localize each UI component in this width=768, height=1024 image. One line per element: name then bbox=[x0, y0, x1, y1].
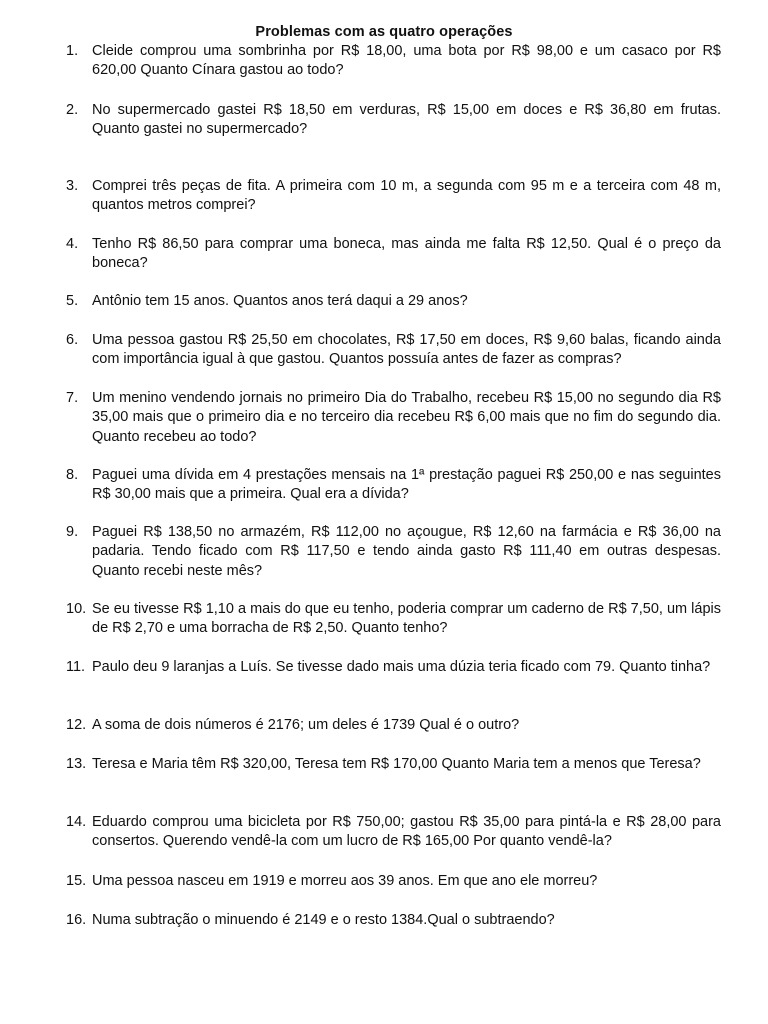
problem-number: 13. bbox=[66, 756, 87, 772]
problem-number: 9. bbox=[66, 524, 79, 540]
problem-text: No supermercado gastei R$ 18,50 em verduras, R$ 15,00 em doces e R$ 36,80 em frutas. Quanto gastei no supermercado? bbox=[92, 102, 721, 138]
problem-item bbox=[66, 755, 721, 774]
problem-item bbox=[66, 292, 721, 311]
problem-item bbox=[66, 911, 721, 930]
problem-text: Comprei três peças de fita. A primeira com 10 m, a segunda com 95 m e a terceira com 48 m, quantos metros comprei? bbox=[92, 178, 721, 214]
problem-text: Uma pessoa gastou R$ 25,50 em chocolates, R$ 17,50 em doces, R$ 9,60 balas, ficando ainda com importância igual à que gastou. Quantos possuía antes de fazer as compras? bbox=[92, 332, 721, 368]
problem-text: Um menino vendendo jornais no primeiro Dia do Trabalho, recebeu R$ 15,00 no segundo dia R$ 35,00 mais que o primeiro dia e no terceiro dia recebeu R$ 6,00 mais que no fim do segundo dia. Quanto recebeu ao todo? bbox=[92, 390, 721, 445]
problem-item bbox=[66, 523, 721, 581]
problem-item bbox=[66, 466, 721, 505]
problem-item bbox=[66, 872, 721, 891]
problem-item bbox=[66, 389, 721, 447]
problem-number: 11. bbox=[66, 659, 86, 675]
problem-text: Uma pessoa nasceu em 1919 e morreu aos 39 anos. Em que ano ele morreu? bbox=[92, 873, 598, 889]
problem-number: 6. bbox=[66, 332, 79, 348]
problem-number: 1. bbox=[66, 43, 79, 59]
problem-text: Paguei uma dívida em 4 prestações mensais na 1ª prestação paguei R$ 250,00 e nas seguintes R$ 30,00 mais que a primeira. Qual era a dívida? bbox=[92, 467, 721, 503]
problem-number: 4. bbox=[66, 236, 79, 252]
problem-text: Teresa e Maria têm R$ 320,00, Teresa tem R$ 170,00 Quanto Maria tem a menos que Teresa? bbox=[92, 756, 701, 772]
problem-item bbox=[66, 42, 721, 81]
problem-item bbox=[66, 101, 721, 140]
problem-number: 15. bbox=[66, 873, 87, 889]
problem-number: 14. bbox=[66, 814, 87, 830]
problem-number: 16. bbox=[66, 912, 87, 928]
problem-number: 5. bbox=[66, 293, 79, 309]
problem-text: Tenho R$ 86,50 para comprar uma boneca, mas ainda me falta R$ 12,50. Qual é o preço da boneca? bbox=[92, 236, 721, 272]
problem-text: Paulo deu 9 laranjas a Luís. Se tivesse dado mais uma dúzia teria ficado com 79. Quanto tinha? bbox=[92, 659, 711, 675]
problem-number: 8. bbox=[66, 467, 79, 483]
problem-number: 2. bbox=[66, 102, 79, 118]
problem-text: Se eu tivesse R$ 1,10 a mais do que eu tenho, poderia comprar um caderno de R$ 7,50, um lápis de R$ 2,70 e uma borracha de R$ 2,50. Quanto tenho? bbox=[92, 601, 721, 637]
problem-text: Eduardo comprou uma bicicleta por R$ 750,00; gastou R$ 35,00 para pintá-la e R$ 28,00 para consertos. Querendo vendê-la com um lucro de R$ 165,00 Por quanto vendê-la? bbox=[92, 814, 721, 850]
problem-number: 10. bbox=[66, 601, 87, 617]
problem-item bbox=[66, 658, 721, 677]
document-title: Problemas com as quatro operações bbox=[255, 24, 513, 40]
problem-item bbox=[66, 813, 721, 852]
problem-number: 3. bbox=[66, 178, 79, 194]
problem-text: Cleide comprou uma sombrinha por R$ 18,00, uma bota por R$ 98,00 e um casaco por R$ 620,00 Quanto Cínara gastou ao todo? bbox=[92, 43, 721, 79]
problem-text: Paguei R$ 138,50 no armazém, R$ 112,00 no açougue, R$ 12,60 na farmácia e R$ 36,00 na padaria. Tendo ficado com R$ 117,50 e tendo ainda gasto R$ 111,40 em outras despesas. Quanto recebi neste mês? bbox=[92, 524, 721, 579]
problem-item bbox=[66, 235, 721, 274]
problem-item bbox=[66, 716, 721, 735]
problem-item bbox=[66, 331, 721, 370]
problem-number: 7. bbox=[66, 390, 79, 406]
problem-item bbox=[66, 177, 721, 216]
problem-number: 12. bbox=[66, 717, 87, 733]
problem-item bbox=[66, 600, 721, 639]
problem-text: Antônio tem 15 anos. Quantos anos terá daqui a 29 anos? bbox=[92, 293, 468, 309]
problem-text: Numa subtração o minuendo é 2149 e o resto 1384.Qual o subtraendo? bbox=[92, 912, 555, 928]
problem-text: A soma de dois números é 2176; um deles é 1739 Qual é o outro? bbox=[92, 717, 520, 733]
